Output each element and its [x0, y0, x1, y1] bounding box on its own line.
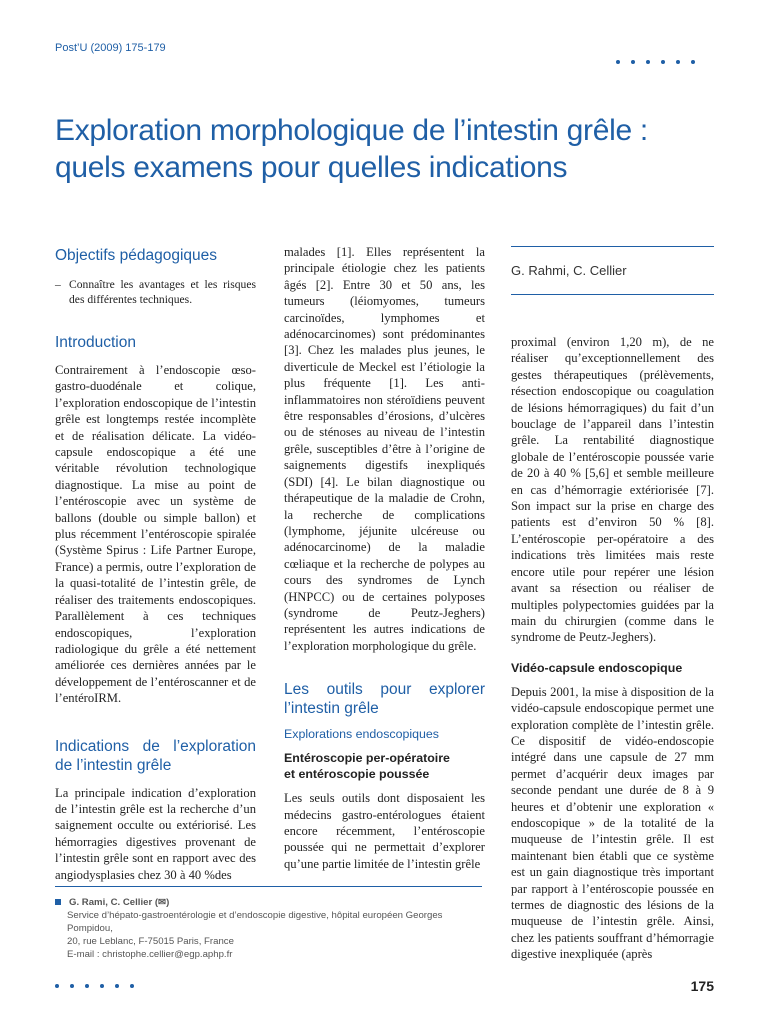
footnote-affiliation-line-1: Service d’hépato-gastroentérologie et d’endoscopie digestive, hôpital européen Georges Pompidou, [67, 910, 443, 934]
title-line-1: Exploration morphologique de l’intestin grêle : [55, 114, 648, 147]
journal-reference: Post’U (2009) 175-179 [55, 42, 166, 54]
authors-rule-top [511, 246, 714, 247]
column-3-text: proximal (environ 1,20 m), de ne réaliser qu’exceptionnellement des gestes thérapeutiques (prélèvements, résection endoscopique ou coagulation de lésions hémorragiques) du fait d’un bouclage de l’appareil dans l’intestin grêle. La rentabilité diagnostique globale de l’entéroscopie poussée varie de 20 à 40 % [5,6] et semble meilleure en cas d’hémorragie extériorisée [7]. Son impact sur la prise en charge des patients est d’environ 50 % [8]. L’entéroscopie per-opératoire a des indications très limitées mais reste encore utile pour repérer une lésion avant sa résection ou réaliser de multiples polypectomies guidées par la main du chirurgien (comme dans le syndrome de Peutz-Jeghers). [511, 335, 714, 645]
authors: G. Rahmi, C. Cellier [511, 263, 627, 278]
tools-text: Les seuls outils dont disposaient les médecins gastro-entérologues étaient encore récemment, l’entéroscopie poussée qui ne permettait d’explorer qu’une partie limitée de l’intestin grêle [284, 791, 485, 871]
introduction-heading: Introduction [55, 334, 136, 351]
decorative-dots-top [616, 60, 695, 64]
article-title [55, 112, 735, 186]
footnote-email: E-mail : christophe.cellier@egp.aphp.fr [67, 949, 233, 960]
introduction-text: Contrairement à l’endoscopie œso-gastro-duodénale et colique, l’exploration endoscopique de l’intestin grêle est longtemps restée incomplète et de réalisation délicate. La vidéo-capsule endoscopique a été une véritable révolution technologique diagnostique. La mise au point de l’entéroscopie avec un système de ballons (double ou simple ballon) et plus récemment l’entéroscopie spiralée (Système Spirus : Life Partner Europe, France) a permis, outre l’exploration de la quasi-totalité de l’intestin grêle, de réaliser des traitements endoscopiques. Parallèlement à ces techniques endoscopiques, l’exploration radiologique du grêle a été nettement améliorée ces dernières années par le développement de l’entéroscanner et de l’entéroIRM. [55, 363, 256, 706]
indications-heading: Indications de l’exploration de l’intestin grêle [55, 737, 256, 774]
page-number: 175 [690, 978, 714, 994]
footnote [55, 896, 485, 961]
capsule-text: Depuis 2001, la mise à disposition de la vidéo-capsule endoscopique permet une exploration complète de l’intestin grêle. Ce dispositif de vidéo-endoscopie intégré dans une capsule de 27 mm permet d’acquérir deux images par seconde pendant une durée de 8 à 9 heures et d’obtenir une exploration « endoscopique » de la totalité de la muqueuse de l’intestin grêle. Il est maintenant bien établi que ce système est un gain diagnostique très important par rapport à l’entéroscopie poussée en termes de diagnostic des lésions de la muqueuse de l’intestin grêle. Ainsi, chez les patients souffrant d’hémorragie digestive inexpliquée (après [511, 684, 714, 962]
indications-text: La principale indication d’exploration de l’intestin grêle est la recherche d’un saignement occulte ou extériorisé. Les hémorragies digestives provenant de l’intestin grêle sont en rapport avec des angiodysplasies chez 30 à 40 %des [55, 785, 256, 882]
column-2 [284, 244, 485, 872]
footnote-rule [55, 886, 482, 887]
column-2-text: malades [1]. Elles représentent la principale étiologie chez les patients âgés [2]. Entre 30 et 50 ans, les tumeurs (léiomyomes, tumeurs carcinoïdes, lymphomes et adénocarcinomes) sont prédominantes [3]. Chez les malades plus jeunes, le diverticule de Meckel est l’étiologie la plus fréquente [1]. Les anti-inflammatoires non stéroïdiens peuvent être responsables d’érosions, d’ulcères ou de sténoses au niveau de l’intestin grêle, susceptibles d’être à l’origine de saignements digestifs inexpliqués (SDI) [4]. Le bilan diagnostique ou thérapeutique de la maladie de Crohn, la recherche de complications (lymphome, jéjunite ulcéreuse ou adénocarcinome) de la maladie cœliaque et la recherche de polypes au cours des syndromes de Lynch (HNPCC) ou de certaines polyposes (syndrome de Peutz-Jeghers) représentent les autres indications de l’exploration morphologique du grêle. [284, 245, 485, 653]
objective-item: – Connaître les avantages et les risques des différentes techniques. [55, 278, 256, 306]
objectives-heading: Objectifs pédagogiques [55, 247, 218, 264]
column-1 [55, 244, 256, 883]
footnote-affiliation-line-2: 20, rue Leblanc, F-75015 Paris, France [67, 936, 234, 947]
endoscopic-subheading: Explorations endoscopiques [284, 727, 439, 742]
title-line-2: quels examens pour quelles indications [55, 151, 568, 184]
authors-rule-bottom [511, 294, 714, 295]
square-bullet-icon [55, 899, 61, 905]
tools-heading: Les outils pour explorer l’intestin grêle [284, 681, 485, 718]
capsule-heading: Vidéo-capsule endoscopique [511, 660, 683, 675]
column-3 [511, 334, 714, 963]
decorative-dots-bottom [55, 984, 134, 988]
enteroscopy-subsubheading: Entéroscopie per-opératoire et entéroscopie poussée [284, 751, 450, 782]
footnote-authors: G. Rami, C. Cellier (✉) [69, 897, 170, 908]
